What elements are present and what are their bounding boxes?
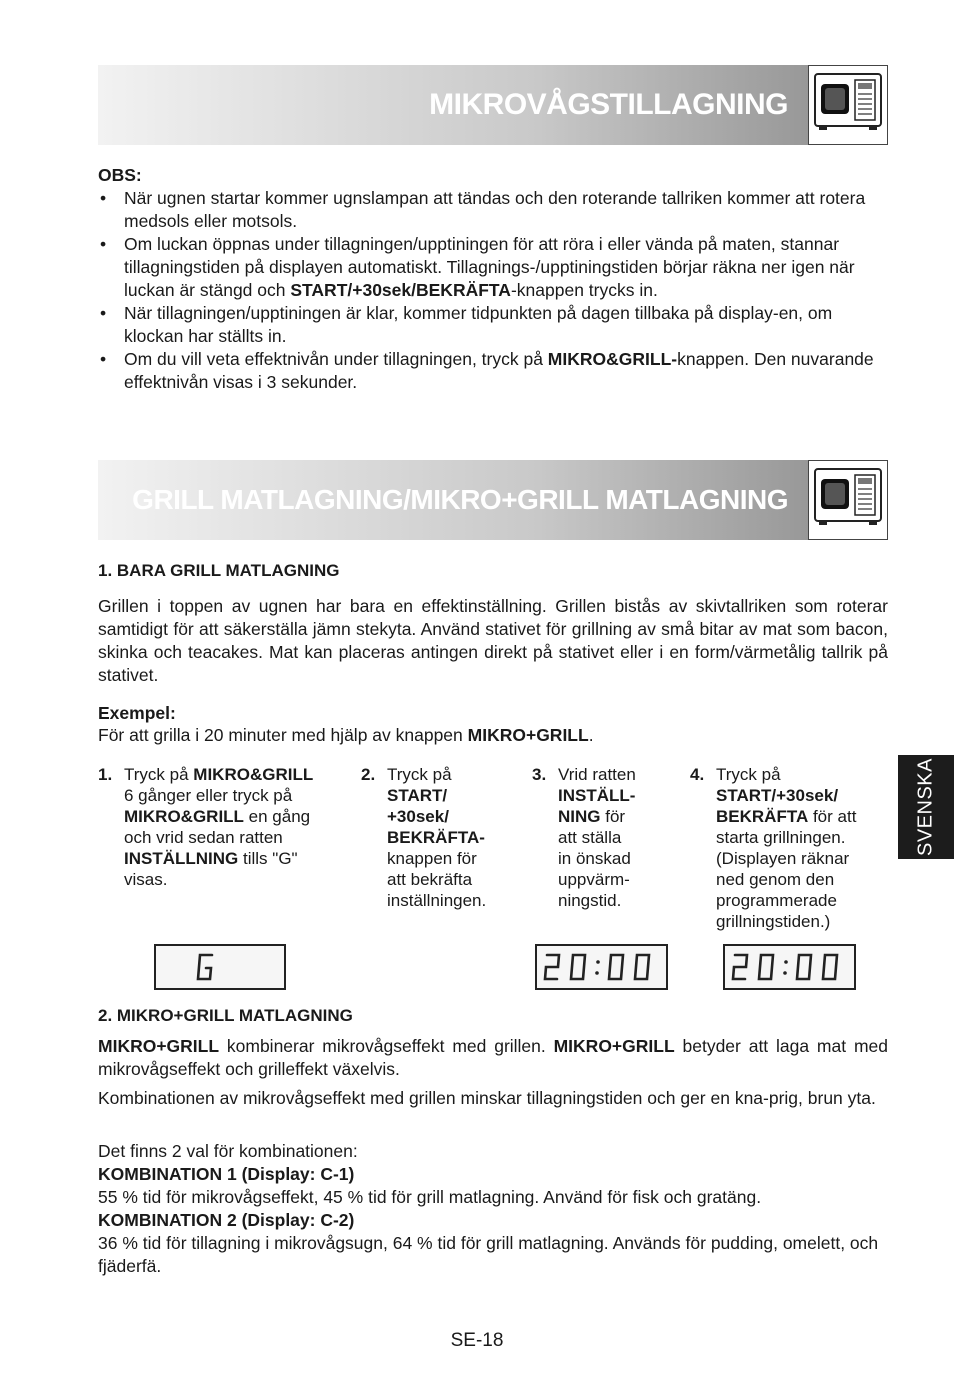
example-text: För att grilla i 20 minuter med hjälp av knappen MIKRO+GRILL.	[98, 725, 594, 745]
section2-paragraph-1: MIKRO+GRILL kombinerar mikrovågseffekt med grillen. MIKRO+GRILL betyder att laga mat med mikrovågseffekt och grilleffekt växelvis.	[98, 1036, 888, 1079]
step-number: 4.	[690, 765, 705, 784]
step-number: 3.	[532, 765, 547, 784]
obs-bullet-3: • När tillagningen/upptiningen är klar, kommer tidpunkten på dagen tillbaka på display-en, om klockan har ställts in.	[98, 302, 888, 348]
lcd-digits-g	[156, 946, 284, 988]
step-number: 2.	[361, 765, 376, 784]
step-number: 1.	[98, 765, 113, 784]
obs-bullet-2: • Om luckan öppnas under tillagningen/upptiningen för att röra i eller vända på maten, stannar tillagningstiden på displayen automatiskt. Tillagnings-/upptiningstiden börjar räkna ner igen när luckan är stängd och START/+30sek/BEKRÄFTA-knappen trycks in.	[98, 233, 888, 302]
step-text: Tryck på START/ +30sek/ BEKRÄFTA- knappen för att bekräfta inställningen.	[387, 765, 487, 910]
section2-paragraph-2: Kombinationen av mikrovågseffekt med grillen minskar tillagningstiden och ger en kna-prig, brun yta.	[98, 1088, 876, 1108]
display-20-00	[535, 944, 668, 990]
microwave-icon	[808, 65, 888, 145]
step-text: Tryck på START/+30sek/ BEKRÄFTA för att starta grillningen. (Displayen räknar ned genom den programmerade grillningstiden.)	[716, 765, 857, 931]
section1-heading: 1. BARA GRILL MATLAGNING	[98, 561, 340, 580]
banner-title: GRILL MATLAGNING/MIKRO+GRILL MATLAGNING	[132, 484, 788, 515]
obs-bullet-4: • Om du vill veta effektnivån under tillagningen, tryck på MIKRO&GRILL-knappen. Den nuvarande effektnivån visas i 3 sekunder.	[98, 348, 888, 394]
example-heading: Exempel:	[98, 703, 176, 723]
combination-2-text: 36 % tid för tillagning i mikrovågsugn, 64 % tid för grill matlagning. Används för pudding, omelett, och fjäderfä.	[98, 1233, 879, 1276]
step-text: Vrid ratten INSTÄLL- NING för att ställa in önskad uppvärm- ningstid.	[558, 765, 636, 910]
display-g	[154, 944, 286, 990]
microwave-icon	[808, 460, 888, 540]
section1-paragraph: Grillen i toppen av ugnen har bara en effektinställning. Grillen bistås av skivtallriken som roterar samtidigt för att säkerställa jämn stekyta. Använd stativet för grillning av små bitar av mat som bacon, skinka och teacakes. Mat kan placeras antingen direkt på stativet eller i en form/värmetålig tallrik på stativet.	[98, 596, 888, 685]
obs-list	[98, 187, 888, 394]
obs-bullet-1: • När ugnen startar kommer ugnslampan att tändas och den roterande tallriken kommer att rotera medsols eller motsols.	[98, 187, 888, 233]
combination-1-heading: KOMBINATION 1 (Display: C-1)	[98, 1164, 355, 1184]
language-tab	[898, 755, 954, 859]
language-tab-label: SVENSKA	[914, 758, 937, 856]
combination-1-text: 55 % tid för mikrovågseffekt, 45 % tid för grill matlagning. Använd för fisk och gratäng.	[98, 1187, 762, 1207]
section-banner-grill-cooking	[98, 460, 888, 540]
section-banner-microwave-cooking	[98, 65, 888, 145]
step-text: Tryck på MIKRO&GRILL 6 gånger eller tryck på MIKRO&GRILL en gång och vrid sedan ratten INSTÄLLNING tills "G" visas.	[124, 765, 314, 889]
display-20-00-countdown	[723, 944, 856, 990]
section2-heading: 2. MIKRO+GRILL MATLAGNING	[98, 1006, 353, 1025]
banner-title: MIKROVÅGSTILLAGNING	[429, 88, 788, 121]
combination-2-heading: KOMBINATION 2 (Display: C-2)	[98, 1210, 355, 1230]
page-number: SE-18	[450, 1330, 504, 1351]
obs-heading: OBS:	[98, 165, 142, 185]
section2-paragraph-3: Det finns 2 val för kombinationen:	[98, 1141, 358, 1161]
